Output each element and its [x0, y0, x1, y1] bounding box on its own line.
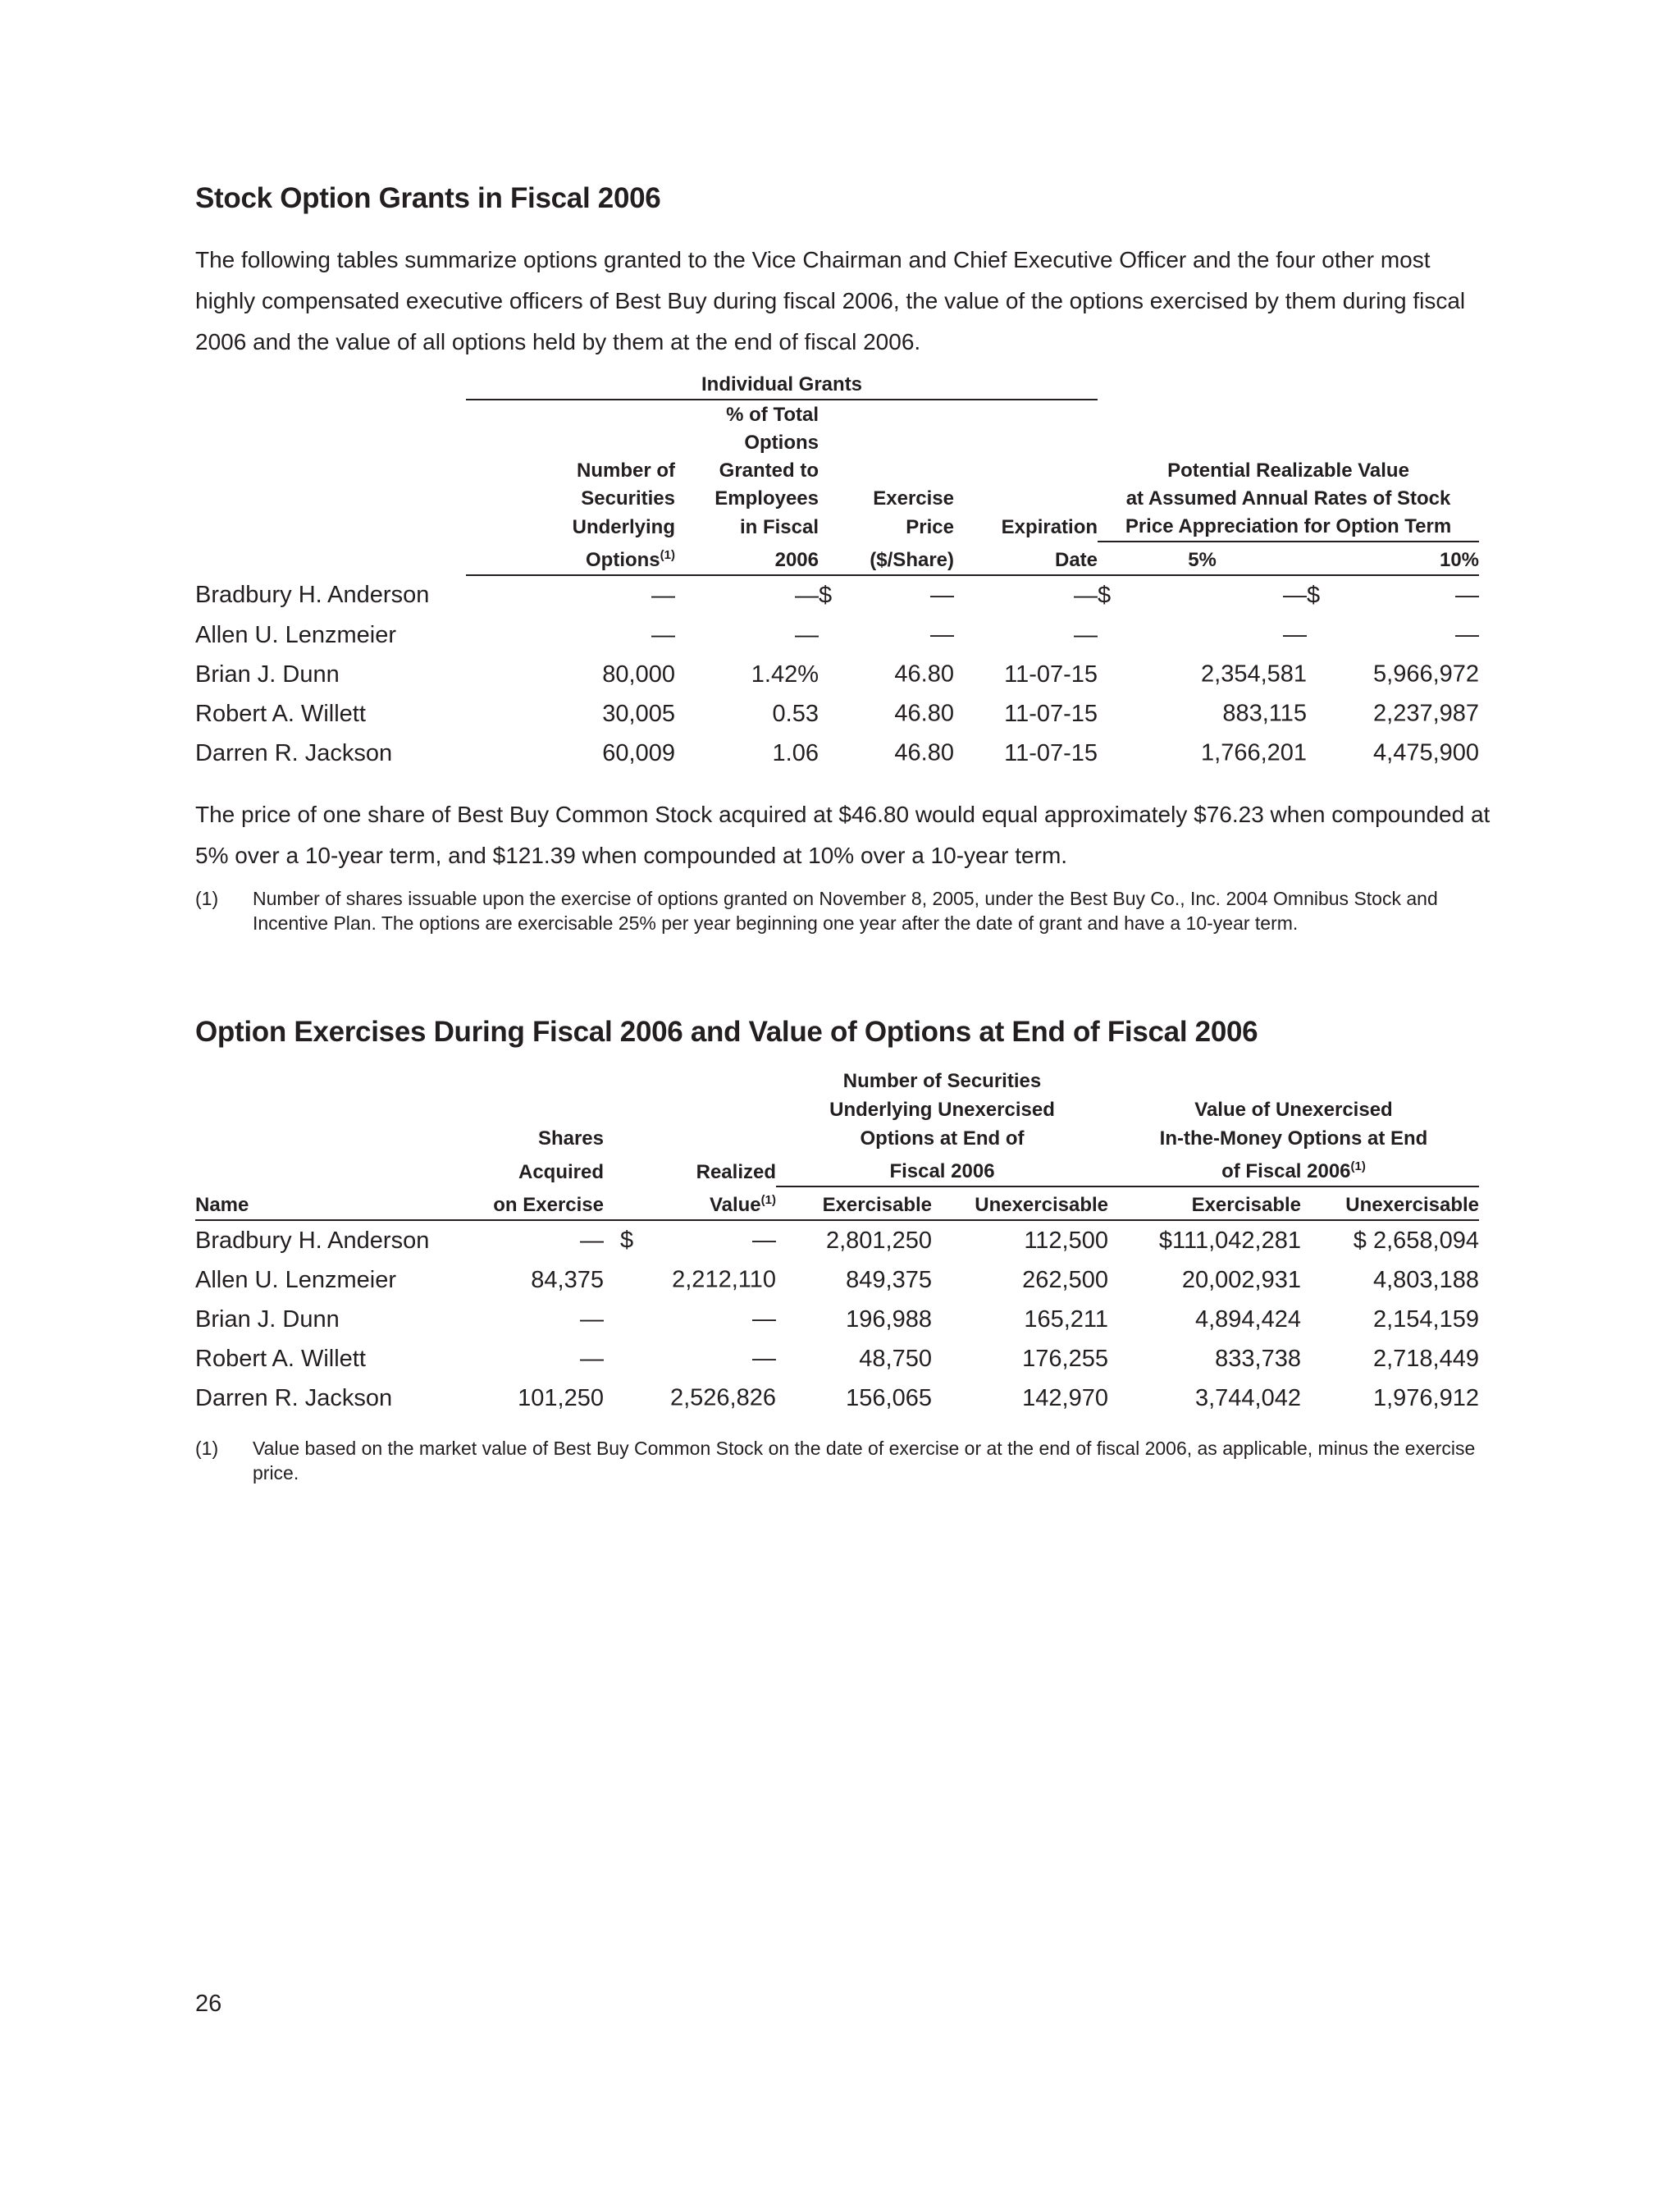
cell-value: 883,115 [1222, 700, 1308, 727]
cell-value: 5,966,972 [1373, 661, 1480, 688]
options-granted: 80,000 [602, 661, 675, 688]
percent-of-total: 1.06 [772, 739, 819, 766]
cell-value: 46.80 [894, 700, 954, 727]
header-price-line2: Price [906, 516, 954, 538]
footnote-text: Value based on the market value of Best Buy Common Stock on the date of exercise or at the end of fiscal 2006, as applicable, minus the exercise price. [253, 1438, 1476, 1484]
header-nos-line4: Fiscal 2006 [776, 1153, 1108, 1186]
value-unexercisable: 2,718,449 [1372, 1345, 1479, 1372]
table-row [195, 1260, 1479, 1300]
value-at-10pct [1307, 575, 1479, 615]
header-pct-line3: Granted to [719, 459, 819, 482]
options-exercisable: 2,801,250 [825, 1227, 932, 1254]
section-title-option-exercises: Option Exercises During Fiscal 2006 and Value of Options at End of Fiscal 2006 [195, 1016, 1258, 1048]
header-expiration-line2: Date [954, 542, 1098, 575]
executive-name: Bradbury H. Anderson [195, 1227, 430, 1254]
header-realized-line1: Realized [696, 1161, 776, 1183]
header-options-label: Options [586, 549, 660, 571]
value-at-10pct [1307, 615, 1479, 655]
header-prv-line1: Potential Realizable Value [1167, 459, 1409, 482]
header-vue-line3 [1108, 1153, 1479, 1186]
expiration-date: 11-07-15 [1004, 739, 1098, 766]
table-row [195, 655, 1479, 694]
executive-name: Bradbury H. Anderson [195, 582, 430, 608]
value-at-10pct [1307, 694, 1479, 734]
table-row [195, 575, 1479, 615]
value-unexercisable: $ 2,658,094 [1353, 1227, 1479, 1254]
exercise-price [819, 575, 954, 615]
executive-name: Darren R. Jackson [195, 739, 393, 766]
value-exercisable: 833,738 [1215, 1345, 1301, 1372]
options-granted: 60,009 [602, 739, 675, 766]
percent-of-total: — [795, 582, 819, 609]
header-options-line4 [466, 542, 675, 575]
shares-acquired: — [580, 1227, 604, 1254]
header-shares-line3: on Exercise [466, 1186, 604, 1220]
footnote-1-exercises [195, 1436, 1491, 1493]
header-vue-label: of Fiscal 2006 [1221, 1160, 1351, 1182]
value-unexercisable: 4,803,188 [1372, 1266, 1479, 1293]
header-nos-line1: Number of Securities [842, 1070, 1042, 1092]
value-at-10pct [1307, 655, 1479, 694]
expiration-date: 11-07-15 [1004, 700, 1098, 727]
header-nos-line3: Options at End of [860, 1127, 1025, 1150]
exercise-price [819, 615, 954, 655]
currency-sign: $ [819, 582, 833, 609]
realized-value [604, 1378, 776, 1418]
header-vue-line2: In-the-Money Options at End [1159, 1127, 1428, 1150]
header-exercisable: Exercisable [776, 1186, 932, 1220]
header-unexercisable: Unexercisable [932, 1186, 1108, 1220]
percent-of-total: 1.42% [751, 661, 819, 688]
header-price-line3: ($/Share) [819, 542, 954, 575]
header-pct-line4: Employees [714, 487, 819, 510]
table-row [195, 1378, 1479, 1418]
cell-value: 1,766,201 [1201, 739, 1308, 766]
value-at-10pct [1307, 734, 1479, 773]
value-exercisable: 20,002,931 [1181, 1266, 1301, 1293]
option-exercises-table [195, 1067, 1479, 1418]
header-vue-line1: Value of Unexercised [1194, 1099, 1393, 1121]
value-unexercisable: 2,154,159 [1372, 1305, 1479, 1333]
header-shares-line2: Acquired [518, 1161, 604, 1183]
options-unexercisable: 142,970 [1022, 1384, 1108, 1411]
footnote-text: Number of shares issuable upon the exercise of options granted on November 8, 2005, under the Best Buy Co., Inc. 2004 Omnibus Stock and Incentive Plan. The options are exercisable 25% per year beginning one year after the date of grant and have a 10-year term. [253, 888, 1438, 934]
footnote-marker: (1) [660, 548, 675, 562]
header-pct-line5: in Fiscal [739, 516, 819, 538]
footnote-marker: (1) [1350, 1159, 1366, 1173]
cell-value: — [1455, 621, 1480, 648]
executive-name: Allen U. Lenzmeier [195, 621, 396, 648]
table-row [195, 734, 1479, 773]
header-options-line3: Underlying [572, 516, 675, 538]
realized-value [604, 1300, 776, 1339]
individual-grants-header: Individual Grants [466, 371, 1098, 400]
options-exercisable: 196,988 [846, 1305, 932, 1333]
table-row [195, 1300, 1479, 1339]
value-exercisable: 3,744,042 [1194, 1384, 1301, 1411]
executive-name: Darren R. Jackson [195, 1384, 393, 1411]
value-exercisable: 4,894,424 [1194, 1305, 1301, 1333]
realized-value [604, 1260, 776, 1300]
executive-name: Robert A. Willett [195, 1345, 366, 1372]
shares-acquired: — [580, 1305, 604, 1333]
cell-value: — [752, 1227, 776, 1254]
options-granted: 30,005 [602, 700, 675, 727]
options-unexercisable: 176,255 [1022, 1345, 1108, 1372]
shares-acquired: — [580, 1345, 604, 1372]
footnote-number: (1) [195, 1438, 219, 1459]
options-unexercisable: 165,211 [1024, 1305, 1108, 1333]
realized-value [604, 1339, 776, 1378]
percent-of-total: 0.53 [772, 700, 819, 727]
cell-value: 2,212,110 [672, 1266, 776, 1293]
shares-acquired: 101,250 [518, 1384, 604, 1411]
value-at-5pct [1098, 615, 1307, 655]
realized-value [604, 1220, 776, 1260]
cell-value: — [930, 621, 954, 648]
header-realized-label: Value [709, 1194, 761, 1216]
currency-sign: $ [1307, 582, 1321, 609]
currency-sign: $ [1098, 582, 1112, 609]
value-at-5pct [1098, 734, 1307, 773]
options-exercisable: 156,065 [846, 1384, 932, 1411]
executive-name: Robert A. Willett [195, 700, 366, 727]
header-pct-line2: Options [744, 432, 819, 454]
intro-paragraph: The following tables summarize options granted to the Vice Chairman and Chief Executive Officer and the four other most highly compensated executive officers of Best Buy during fiscal 2006, the value of the options exercised by them during fiscal 2006 and the value of all options held by them at the end of fiscal 2006. [195, 247, 1466, 354]
header-pct-line1: % of Total [726, 404, 819, 426]
header-value-exercisable: Exercisable [1108, 1186, 1301, 1220]
table-row [195, 615, 1479, 655]
header-prv-10pct: 10% [1307, 542, 1479, 575]
options-granted: — [651, 582, 675, 609]
cell-value: 46.80 [894, 661, 954, 688]
shares-acquired: 84,375 [531, 1266, 604, 1293]
exercise-price [819, 694, 954, 734]
header-value-unexercisable: Unexercisable [1301, 1186, 1479, 1220]
executive-name: Brian J. Dunn [195, 1305, 340, 1333]
cell-value: — [930, 582, 954, 609]
options-unexercisable: 262,500 [1022, 1266, 1108, 1293]
page-number: 26 [195, 1991, 222, 2017]
table-row [195, 1220, 1479, 1260]
cell-value: — [752, 1345, 776, 1372]
value-exercisable: $111,042,281 [1158, 1227, 1301, 1254]
footnote-1-grants [195, 886, 1491, 968]
cell-value: — [1283, 621, 1308, 648]
value-at-5pct [1098, 575, 1307, 615]
stock-option-grants-table [195, 371, 1479, 773]
expiration-date: — [1074, 582, 1098, 609]
cell-value: 2,237,987 [1373, 700, 1480, 727]
cell-value: 46.80 [894, 739, 954, 766]
header-prv-line2: at Assumed Annual Rates of Stock [1125, 487, 1451, 510]
header-options-line1: Number of [577, 459, 675, 482]
price-compounding-paragraph: The price of one share of Best Buy Common Stock acquired at $46.80 would equal approximately $76.23 when compounded at 5% over a 10-year term, and $121.39 when compounded at 10% over a 10-year term. [195, 802, 1491, 868]
value-unexercisable: 1,976,912 [1372, 1384, 1479, 1411]
cell-value: — [1455, 582, 1480, 609]
header-realized-line2 [604, 1186, 776, 1220]
footnote-marker: (1) [760, 1193, 776, 1207]
exercise-price [819, 734, 954, 773]
header-options-line2: Securities [581, 487, 675, 510]
header-prv-5pct: 5% [1098, 542, 1307, 575]
options-exercisable: 849,375 [846, 1266, 932, 1293]
header-pct-line6: 2006 [675, 542, 819, 575]
section-title-stock-option-grants: Stock Option Grants in Fiscal 2006 [195, 182, 661, 214]
currency-sign: $ [620, 1227, 634, 1254]
exercise-price [819, 655, 954, 694]
value-at-5pct [1098, 655, 1307, 694]
expiration-date: 11-07-15 [1004, 661, 1098, 688]
options-exercisable: 48,750 [859, 1345, 932, 1372]
cell-value: — [752, 1305, 776, 1333]
value-at-5pct [1098, 694, 1307, 734]
options-unexercisable: 112,500 [1024, 1227, 1108, 1254]
header-prv-line3: Price Appreciation for Option Term [1098, 513, 1479, 542]
footnote-number: (1) [195, 888, 219, 909]
header-nos-line2: Underlying Unexercised [829, 1099, 1055, 1121]
expiration-date: — [1074, 621, 1098, 648]
cell-value: — [1283, 582, 1308, 609]
table-row [195, 694, 1479, 734]
executive-name: Brian J. Dunn [195, 661, 340, 688]
executive-name: Allen U. Lenzmeier [195, 1266, 396, 1293]
header-price-line1: Exercise [873, 487, 954, 510]
cell-value: 2,526,826 [669, 1384, 776, 1411]
header-shares-line1: Shares [537, 1127, 604, 1150]
header-name: Name [195, 1186, 466, 1220]
table-row [195, 1339, 1479, 1378]
header-expiration-line1: Expiration [1001, 516, 1098, 538]
options-granted: — [651, 621, 675, 648]
cell-value: 2,354,581 [1201, 661, 1308, 688]
percent-of-total: — [795, 621, 819, 648]
cell-value: 4,475,900 [1373, 739, 1480, 766]
